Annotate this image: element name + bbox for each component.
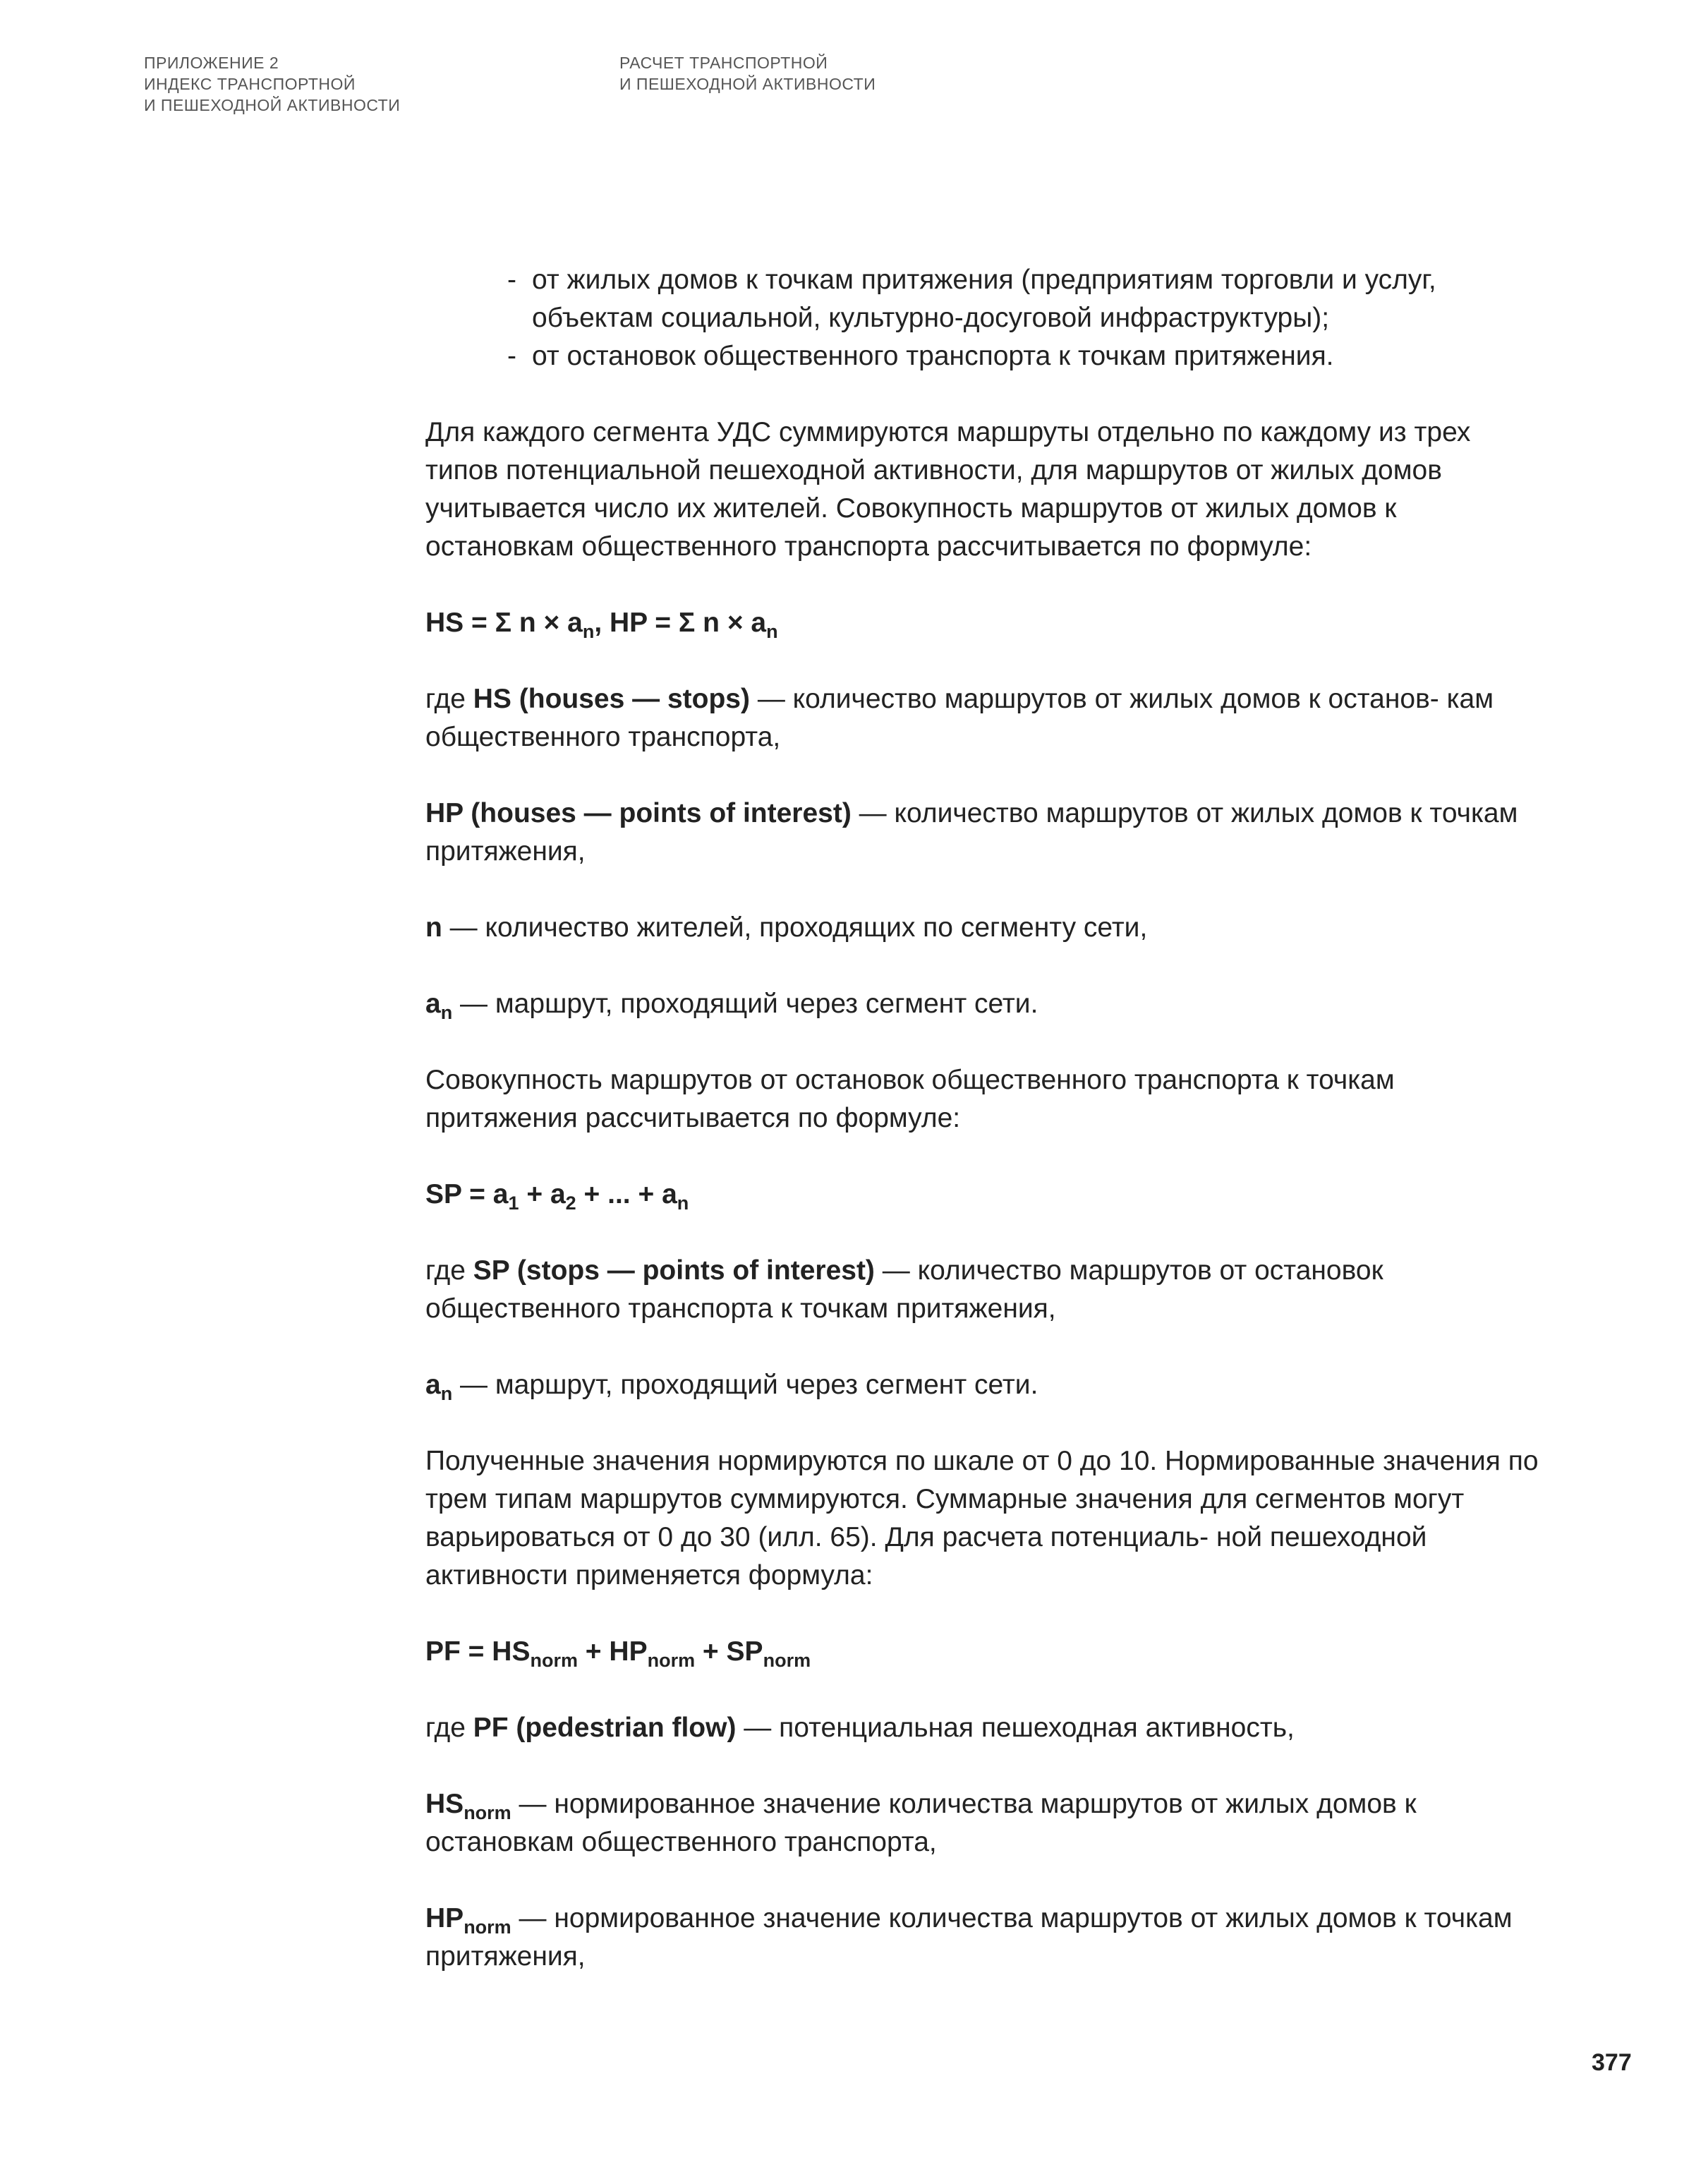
main-text	[425, 261, 1540, 1976]
term: a	[425, 1370, 441, 1400]
term: HS	[425, 1789, 464, 1819]
running-head-chapter	[619, 52, 876, 95]
definition-hpnorm: $HP_{norm}$ — нормированное значение количества маршрутов от жилых домов к точкам притяжения,	[425, 1903, 1513, 1972]
definition-an: $a_n$ — маршрут, проходящий через сегмент сети.	[425, 989, 1038, 1023]
formula-hs-hp: HS = Σ $n \times a_n$, HP = Σ $n \times a_n$	[425, 608, 778, 642]
paragraph: Совокупность маршрутов от остановок общественного транспорта к точкам притяжения рассчитывается по формуле:	[425, 1065, 1395, 1133]
term: HP (houses — points of interest)	[425, 798, 852, 828]
formula-sp: SP = $a_1 + a_2$ + ... + $a_n$	[425, 1179, 689, 1214]
definition-hs: где HS (houses — stops) — количество маршрутов от жилых домов к останов- кам общественного транспорта,	[425, 684, 1494, 752]
running-head-line: ПРИЛОЖЕНИЕ 2	[144, 54, 279, 72]
definition-sp: где SP (stops — points of interest) — количество маршрутов от остановок общественного транспорта к точкам притяжения,	[425, 1255, 1383, 1324]
running-head-line: И ПЕШЕХОДНОЙ АКТИВНОСТИ	[144, 96, 401, 114]
running-head-section	[144, 52, 400, 116]
list-item: - от остановок общественного транспорта к точкам притяжения.	[507, 337, 1540, 375]
definition-hp: HP (houses — points of interest) — количество маршрутов от жилых домов к точкам притяжения,	[425, 798, 1518, 867]
paragraph: Полученные значения нормируются по шкале от 0 до 10. Нормированные значения по трем типам маршрутов суммируются. Суммарные значения для сегментов могут варьироваться от 0 до 30 (илл. 65). Для расчета потенциаль- ной пешеходной активности применяется формула:	[425, 1446, 1539, 1590]
term: n	[425, 912, 442, 943]
list-item: - от жилых домов к точкам притяжения (предприятиям торговли и услуг, объектам социальной, культурно-досуговой инфраструктуры);	[507, 261, 1540, 337]
definition-hsnorm: $HS_{norm}$ — нормированное значение количества маршрутов от жилых домов к остановкам общественного транспорта,	[425, 1789, 1417, 1857]
definition-pf: где PF (pedestrian flow) — потенциальная пешеходная активность,	[425, 1713, 1295, 1743]
running-head-line: РАСЧЕТ ТРАНСПОРТНОЙ	[619, 54, 828, 72]
definition-an: $a_n$ — маршрут, проходящий через сегмент сети.	[425, 1370, 1038, 1404]
term: PF (pedestrian flow)	[473, 1713, 737, 1743]
paragraph: Для каждого сегмента УДС суммируются маршруты отдельно по каждому из трех типов потенциальной пешеходной активности, для маршрутов от жилых домов учитывается число их жителей. Совокупность маршрутов от жилых домов к остановкам общественного транспорта рассчитывается по формуле:	[425, 417, 1471, 562]
definition-n: n — количество жителей, проходящих по сегменту сети,	[425, 912, 1148, 943]
route-types-list	[425, 261, 1540, 375]
running-head-line: ИНДЕКС ТРАНСПОРТНОЙ	[144, 75, 356, 93]
running-head-line: И ПЕШЕХОДНОЙ АКТИВНОСТИ	[619, 75, 876, 93]
page-number: 377	[1592, 2049, 1632, 2076]
term: a	[425, 989, 441, 1019]
formula-pf: PF = $HS_{norm} + HP_{norm} + SP_{norm}$	[425, 1636, 811, 1671]
term: HP	[425, 1903, 464, 1933]
term: HS (houses — stops)	[473, 684, 750, 714]
term: SP (stops — points of interest)	[473, 1255, 875, 1286]
